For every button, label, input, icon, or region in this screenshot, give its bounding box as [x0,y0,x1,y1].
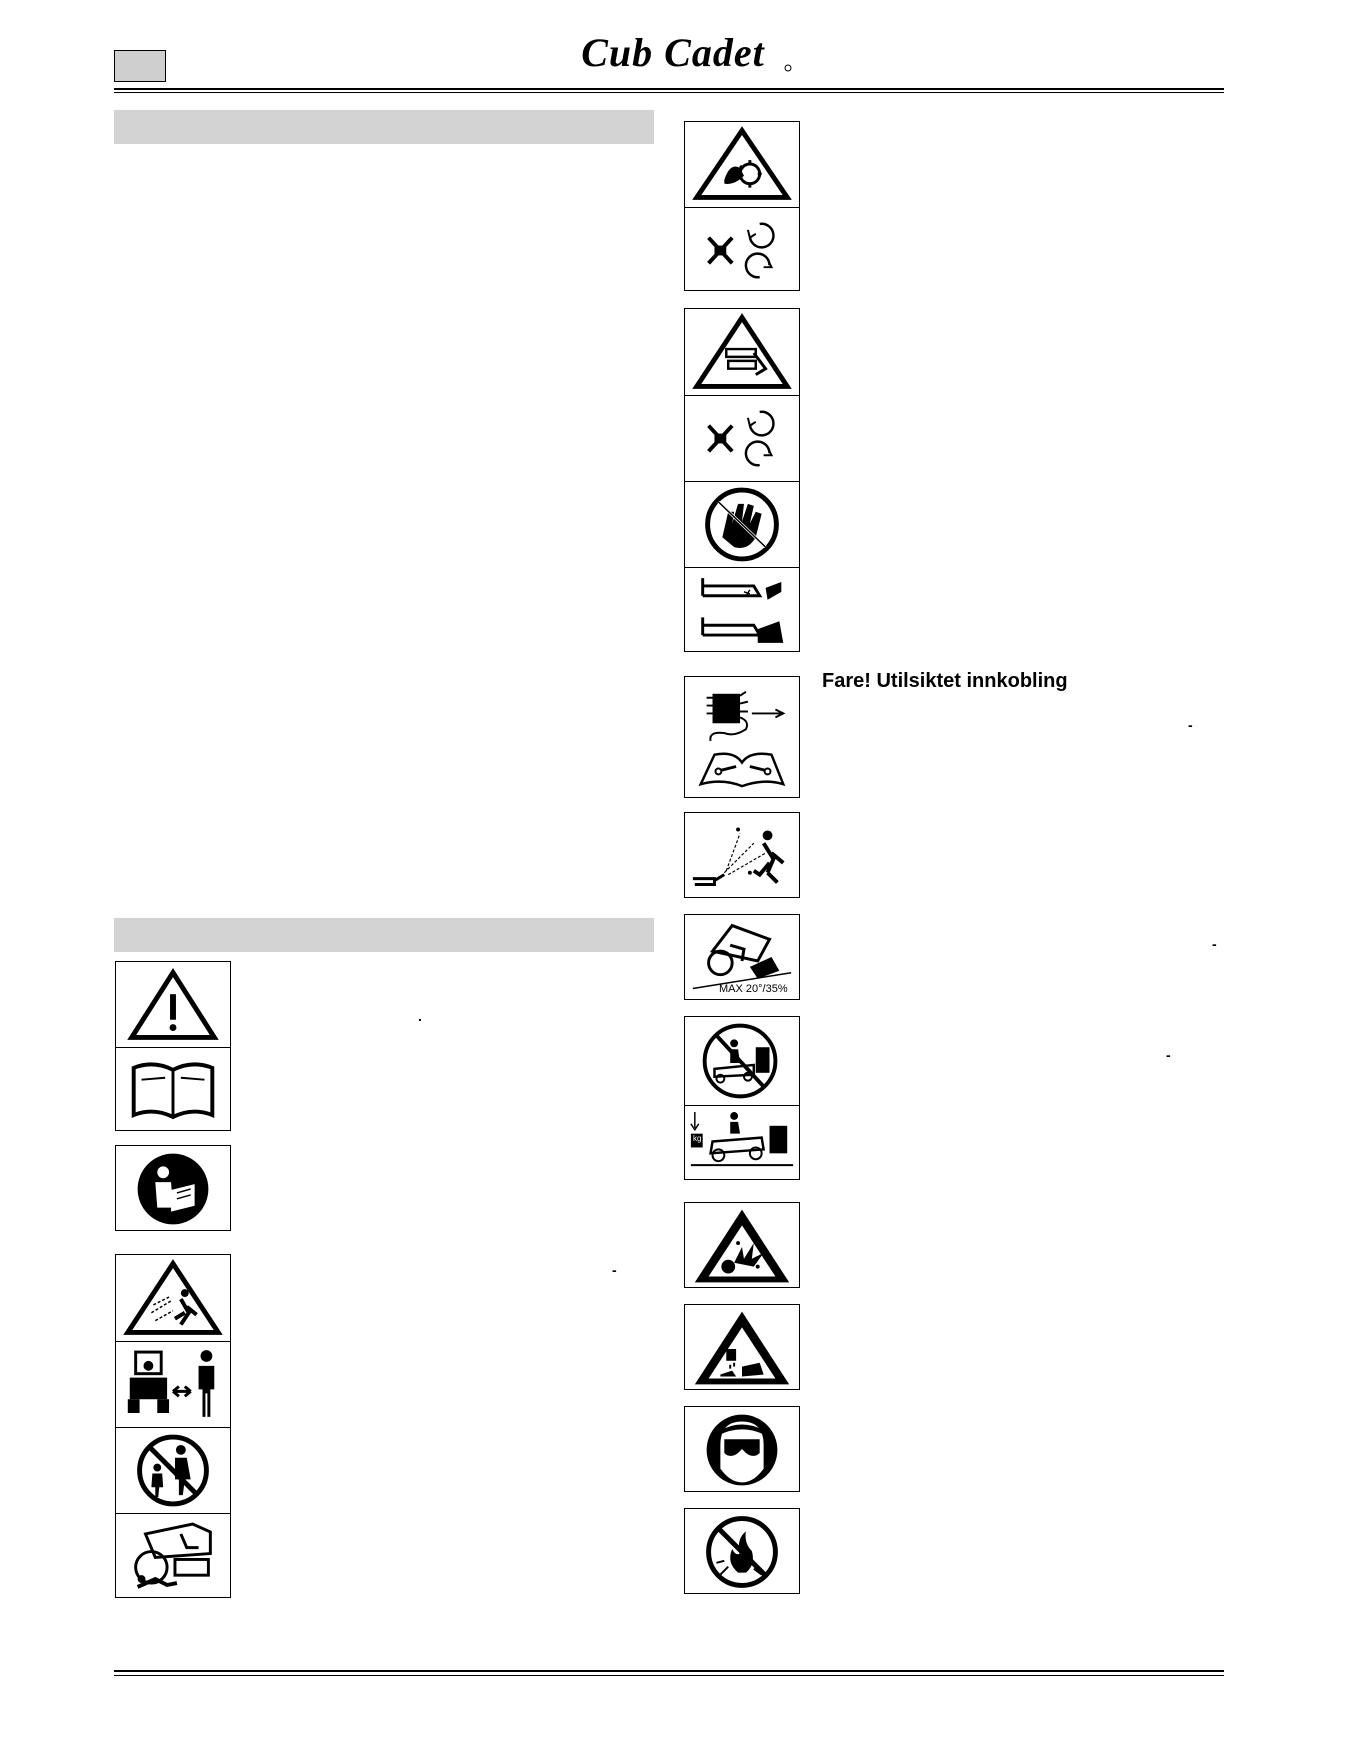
run-over-hazard-icon [116,1513,230,1599]
entanglement-group [684,121,800,291]
stray-dash-3: - [1166,1047,1171,1063]
language-tab [114,50,166,82]
slope-group [684,914,800,1000]
warning-triangle-icon [116,962,230,1047]
header-rule-thin [114,92,1224,93]
read-manual-icon [116,1146,230,1232]
unintended-engagement-heading: Fare! Utilsiktet innkobling [822,670,1068,692]
no-open-flame-icon [685,1509,799,1595]
eye-protection-icon [685,1407,799,1493]
stray-dash-1: - [1188,717,1193,733]
entanglement-warning-icon [685,122,799,207]
thrown-debris-group [684,812,800,898]
header-rule [114,88,1224,90]
cub-cadet-logo [548,28,798,76]
trailer-weight-icon [685,1105,799,1181]
manual-book-icon [116,1047,230,1132]
stray-dash-left: - [612,1262,617,1278]
stray-dot: . [418,1008,422,1024]
no-hands-icon [685,481,799,567]
footer-rule-thin [114,1675,1224,1676]
cutting-hazard-group [684,308,800,652]
cutting-blade-warning-icon [685,309,799,395]
thrown-objects-warning-icon [116,1255,230,1341]
read-manual-group [115,1145,231,1231]
eye-protection-group [684,1406,800,1492]
explosion-group [684,1202,800,1288]
footer-rule [114,1670,1224,1672]
no-flame-group [684,1508,800,1594]
slope-label: MAX 20°/35% [719,983,788,995]
stop-blade-icon [685,395,799,481]
stop-rotation-icon [685,207,799,292]
passenger-load-group [684,1016,800,1180]
section-bar-symbols [114,918,654,952]
keep-distance-icon [116,1341,230,1427]
warning-manual-group [115,961,231,1131]
corrosive-group [684,1304,800,1390]
stray-dash-2: - [1212,936,1217,952]
unintended-engagement-group [684,676,800,798]
explosion-warning-icon [685,1203,799,1289]
no-passengers-icon [685,1017,799,1105]
weight-label: kg [693,1134,702,1143]
corrosive-warning-icon [685,1305,799,1391]
thrown-debris-icon [685,813,799,899]
bystander-safety-group [115,1254,231,1598]
section-bar-top [114,110,654,144]
svg-text:Cub Cadet: Cub Cadet [581,30,765,75]
no-children-icon [116,1427,230,1513]
blade-foot-hazard-icon [685,567,799,653]
disconnect-spark-plug-icon [685,677,799,799]
